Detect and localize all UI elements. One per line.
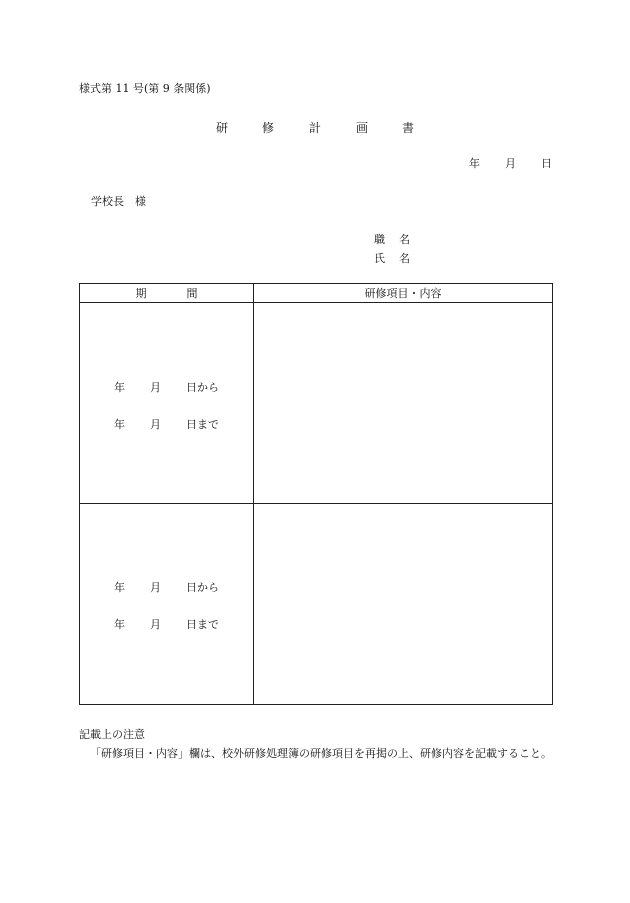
title-char: 研 [216, 121, 229, 135]
position-field [374, 231, 410, 247]
period-to [114, 616, 219, 632]
from-month: 月 [150, 581, 161, 594]
content-cell[interactable] [254, 504, 553, 705]
notes-body: 「研修項目・内容」欄は、校外研修処理簿の研修項目を再掲の上、研修内容を記載すること。 [90, 747, 552, 760]
date-year: 年 [469, 157, 480, 170]
period-from [114, 579, 219, 595]
period-cell[interactable] [80, 303, 254, 504]
to-month: 月 [150, 618, 161, 631]
training-plan-table [79, 283, 553, 705]
date-month: 月 [505, 157, 516, 170]
title-char: 画 [356, 121, 369, 135]
title-char: 計 [309, 121, 322, 135]
period-header-char: 期 [135, 287, 147, 300]
from-day: 日から [186, 581, 219, 594]
from-month: 月 [150, 381, 161, 394]
content-header: 研修項目・内容 [254, 284, 553, 303]
table-row [80, 504, 553, 705]
table-header-row [80, 284, 553, 303]
name-field [374, 250, 410, 266]
from-day: 日から [186, 381, 219, 394]
content-cell[interactable] [254, 303, 553, 504]
period-cell[interactable] [80, 504, 254, 705]
title-char: 修 [262, 121, 275, 135]
name-label-char: 氏 [374, 252, 385, 265]
period-header-char: 間 [186, 287, 198, 300]
position-label-char: 職 [374, 233, 385, 246]
table-row [80, 303, 553, 504]
period-to [114, 416, 219, 432]
notes-heading: 記載上の注意 [79, 728, 145, 741]
from-year: 年 [114, 581, 125, 594]
to-year: 年 [114, 418, 125, 431]
title-char: 書 [402, 121, 415, 135]
period-from [114, 379, 219, 395]
from-year: 年 [114, 381, 125, 394]
name-label-char: 名 [399, 252, 410, 265]
to-day: 日まで [186, 418, 219, 431]
date-day: 日 [541, 157, 552, 170]
to-year: 年 [114, 618, 125, 631]
position-label-char: 名 [399, 233, 410, 246]
period-header [80, 284, 254, 303]
addressee: 学校長 様 [91, 195, 146, 208]
to-day: 日まで [186, 618, 219, 631]
form-number: 様式第 11 号(第 9 条関係) [79, 82, 211, 95]
to-month: 月 [150, 418, 161, 431]
